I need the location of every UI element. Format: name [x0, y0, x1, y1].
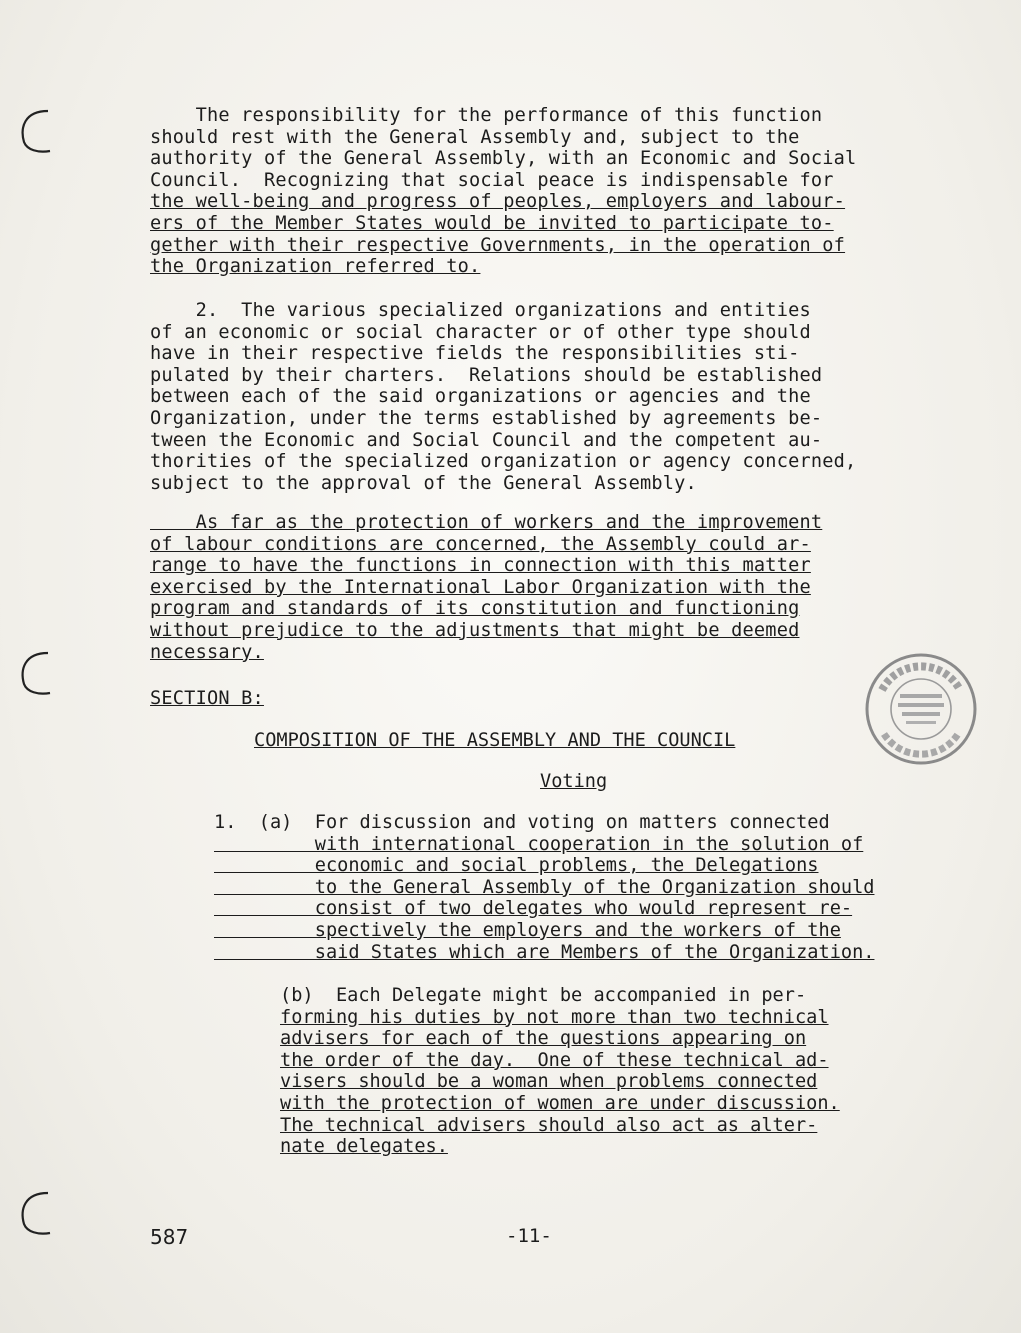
- text-line: subject to the approval of the General Assembly.: [150, 472, 697, 494]
- text-line: pulated by their charters. Relations should be established: [150, 364, 823, 386]
- text-line: economic and social problems, the Delegations: [214, 855, 819, 877]
- text-line: thorities of the specialized organization or agency concerned,: [150, 451, 857, 473]
- text-line: exercised by the International Labor Organization with the: [150, 576, 811, 598]
- text-line: said States which are Members of the Organization.: [214, 941, 875, 963]
- text-line: Council. Recognizing that social peace is indispensable for: [150, 169, 834, 191]
- text-line: the well-being and progress of peoples, employers and labour-: [150, 191, 846, 213]
- text-line: The responsibility for the performance of this function: [150, 105, 823, 126]
- text-line: consist of two delegates who would represent re-: [214, 898, 853, 920]
- punch-hole-icon: [16, 650, 58, 696]
- text-line: have in their respective fields the responsibilities sti-: [150, 343, 800, 365]
- text-line: Organization, under the terms established by agreements be-: [150, 407, 823, 429]
- text-line: necessary.: [150, 641, 264, 663]
- text-line: between each of the said organizations or agencies and the: [150, 386, 811, 408]
- page-number: -11-: [506, 1225, 552, 1247]
- text-line: nate delegates.: [280, 1136, 448, 1158]
- page-code: 587: [150, 1225, 189, 1249]
- punch-hole-icon: [16, 108, 58, 154]
- text-line: tween the Economic and Social Council and the competent au-: [150, 429, 823, 451]
- item-1a: [214, 812, 874, 963]
- text-line: forming his duties by not more than two technical: [280, 1006, 829, 1028]
- text-line: ers of the Member States would be invited to participate to-: [150, 212, 834, 234]
- punch-hole-icon: [16, 1190, 58, 1236]
- text-line: the order of the day. One of these technical ad-: [280, 1049, 829, 1071]
- text-line: 2. The various specialized organizations and entities: [150, 300, 811, 321]
- text-line: visers should be a woman when problems connected: [280, 1071, 818, 1093]
- section-heading: SECTION B:: [150, 688, 264, 709]
- text-line: As far as the protection of workers and the improvement: [150, 512, 823, 533]
- text-line: 1. (a) For discussion and voting on matters connected: [214, 812, 830, 833]
- section-subheading: COMPOSITION OF THE ASSEMBLY AND THE COUNCIL: [254, 730, 736, 751]
- paragraph-functions: [150, 105, 856, 278]
- text-line: advisers for each of the questions appearing on: [280, 1028, 807, 1050]
- text-line: gether with their respective Governments, in the operation of: [150, 234, 846, 256]
- text-line: with the protection of women are under discussion.: [280, 1092, 840, 1114]
- text-line: spectively the employers and the workers of the: [214, 919, 841, 941]
- text-line: of labour conditions are concerned, the Assembly could ar-: [150, 533, 811, 555]
- text-line: range to have the functions in connection with this matter: [150, 555, 811, 577]
- text-line: program and standards of its constitution and functioning: [150, 598, 800, 620]
- text-line: of an economic or social character or of other type should: [150, 321, 811, 343]
- text-line: with international cooperation in the solution of: [214, 833, 864, 855]
- paragraph-specialized-organizations: [150, 300, 856, 494]
- text-line: to the General Assembly of the Organization should: [214, 876, 875, 898]
- text-line: The technical advisers should also act as alter-: [280, 1114, 818, 1136]
- text-line: the Organization referred to.: [150, 256, 481, 278]
- library-stamp-icon: [862, 650, 980, 768]
- text-line: should rest with the General Assembly and, subject to the: [150, 126, 800, 148]
- text-line: (b) Each Delegate might be accompanied in per-: [280, 985, 807, 1006]
- voting-heading: Voting: [540, 771, 608, 792]
- text-line: without prejudice to the adjustments that might be deemed: [150, 619, 800, 641]
- item-1b: [280, 985, 840, 1158]
- text-line: authority of the General Assembly, with an Economic and Social: [150, 148, 857, 170]
- paragraph-labour-conditions: [150, 512, 822, 663]
